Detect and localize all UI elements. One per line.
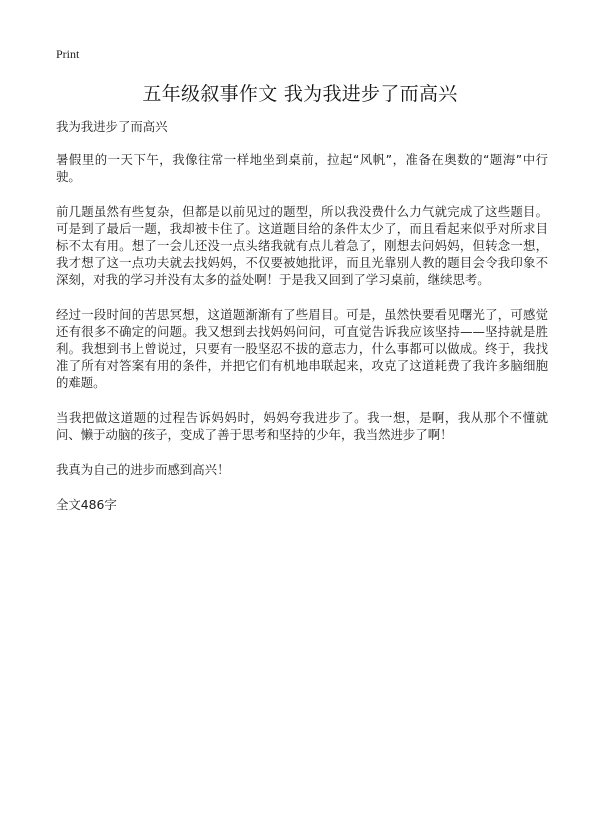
page-title: 五年级叙事作文 我为我进步了而高兴 [142,83,458,105]
article-subtitle: 我为我进步了而高兴 [56,119,168,134]
paragraph-5: 我真为自己的进步而感到高兴！ [56,462,230,477]
article-body [56,118,548,531]
paragraph-1: 暑假里的一天下午，我像往常一样地坐到桌前，拉起“风帆”，准备在奥数的“题海”中行驶。 [56,152,548,184]
print-link[interactable]: Print [56,47,80,61]
word-count: 全文486字 [56,497,117,512]
paragraph-4: 当我把做这道题的过程告诉妈妈时，妈妈夸我进步了。我一想，是啊，我从那个不懂就问、懒于动脑的孩子，变成了善于思考和坚持的少年，我当然进步了啊！ [56,410,548,442]
paragraph-2: 前几题虽然有些复杂，但都是以前见过的题型，所以我没费什么力气就完成了这些题目。可是到了最后一题，我却被卡住了。这道题目给的条件太少了，而且看起来似乎对所求目标不太有用。想了一会儿还没一点头绪我就有点儿着急了，刚想去问妈妈，但转念一想，我才想了这一点功夫就去找妈妈，不仅要被她批评，而且光靠别人教的题目会令我印象不深刻，对我的学习并没有太多的益处啊！于是我又回到了学习桌前，继续思考。 [56,204,548,287]
paragraph-3: 经过一段时间的苦思冥想，这道题渐渐有了些眉目。可是，虽然快要看见曙光了，可感觉还有很多不确定的问题。我又想到去找妈妈问问，可直觉告诉我应该坚持——坚持就是胜利。我想到书上曾说过，只要有一股坚忍不拔的意志力，什么事都可以做成。终于，我找准了所有对答案有用的条件，并把它们有机地串联起来，攻克了这道耗费了我许多脑细胞的难题。 [56,307,548,390]
